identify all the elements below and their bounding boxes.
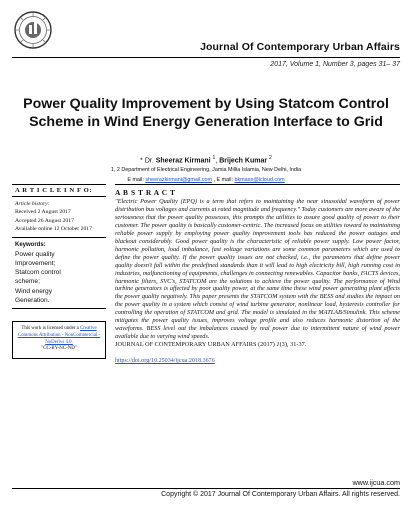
author-separator: , [215, 157, 220, 165]
journal-name: Journal Of Contemporary Urban Affairs [200, 41, 400, 53]
license-text: This work is licensed under a [21, 326, 79, 332]
email-separator: , E mail: [211, 177, 235, 183]
article-info-heading: A R T I C L E I N F O: [12, 184, 106, 197]
copyright: Copyright © 2017 Journal Of Contemporary Urban Affairs. All rights reserved. [161, 491, 400, 498]
affiliation: 1, 2 Department of Electrical Engineering, Jamia Millia Islamia, New Delhi, India [110, 167, 302, 173]
received-date: Received 2 August 2017 [15, 209, 71, 216]
doi-line [115, 349, 400, 367]
license-box [12, 321, 106, 359]
email-line [0, 177, 412, 183]
author1-prefix: * Dr. [140, 157, 156, 165]
header-rule [12, 57, 400, 58]
abstract-heading: A B S T R A C T [115, 184, 400, 197]
paper-title: Power Quality Improvement by Using Statcom Control Scheme in Wind Energy Generation Interface to Grid [23, 96, 389, 130]
keyword: Generation. [15, 296, 50, 304]
citation-prefix: JOURNAL OF CONTEMPORARY URBAN AFFAIRS (2017) [115, 341, 277, 349]
accepted-date: Accepted 26 August 2017 [15, 217, 74, 224]
keyword: Statcom control [15, 269, 61, 277]
author1-sup: 1 [212, 155, 216, 161]
email1-link[interactable]: sheerazkirmani@gmail.com [145, 177, 212, 183]
footer-rule [12, 488, 400, 489]
journal-logo-icon [13, 10, 53, 50]
volume-info: 2017, Volume 1, Number 3, pages 31– 37 [270, 61, 400, 68]
keyword: scheme; [15, 278, 40, 286]
author2-sup: 2 [269, 155, 272, 161]
email-prefix: E mail: [127, 177, 146, 183]
doi-link[interactable]: https://doi.org/10.25034/ijcua.2018.3676 [115, 358, 215, 365]
abstract-section [115, 184, 400, 367]
keyword: Wind energy [15, 287, 53, 295]
citation-suffix: (3), 31-37. [279, 341, 307, 349]
history-label: Article history: [15, 201, 50, 207]
keywords-box [12, 238, 106, 309]
article-info-column [12, 184, 106, 359]
citation [115, 341, 400, 349]
website[interactable]: www.ijcua.com [352, 478, 400, 487]
keyword: Improvement; [15, 260, 56, 268]
available-date: Available online 12 October 2017 [15, 226, 92, 233]
keywords-label: Keywords: [15, 241, 46, 248]
keyword: Power quality [15, 250, 55, 258]
author-line [0, 155, 412, 164]
article-history [12, 197, 106, 238]
author2-name: Brijech Kumar [219, 157, 268, 165]
citation-issue: 1 [276, 341, 280, 349]
license-link[interactable]: Creative Commons Attribution - NonCommercial - NoDerivs 4.0. [17, 326, 101, 345]
email2-link[interactable]: bkmaxe@icloud.com [234, 177, 285, 183]
author1-name: Sheeraz Kirmani [155, 157, 211, 165]
license-code: "CC-BY-NC-ND" [41, 346, 77, 352]
abstract-body: "Electric Power Quality (EPQ) is a term that refers to maintaining the near sinusoidal waveform of power distribution bus voltages and currents at rated magnitude and frequency." Today customers are more aware of the seriousness that the power quality possesses, this prompts the utilities to assure good quality of power to their customer. The power quality is basically customer-centric. The increased focus on utilities toward to maintaining reliable power supply by employing power quality improvement tools has reduced the power outages and blackout considerably. Good power quality is the characteristic of reliable power supply. Low power factor, harmonic pollution, load imbalance, fast voltage variations are some common parameters which are used to define the power quality. If the power quality issues are not checked, i.e., the parameters that define power quality doesn't fall within the predefined standards than it will lead to high electricity bill, high running cost in industries, malfunctioning of equipments, challenges in connecting renewables. Capacitor banks, FACTS devices, harmonic filters, SVC's, STATCOM are the solutions to achieve the power quality. The performance of Wind turbine generators is affected by poor quality power, at the same time these wind power generating plant affects the power quality negatively. This paper presents the STATCOM system with the BESS and studies the impact on the power quality in a system which consist of wind turbine generator, nonlinear load, hysteresis controller for controlling the operation of STATCOM and grid. The model is simulated in the MATLAB/Simulink. This scheme mitigates the power quality issues, improves voltage profile and also reduces harmonic distortion of the waveforms. BESS level out the imbalances caused by real power due to intermittent nature of wind power available due to varying wind speeds. [115, 198, 400, 341]
